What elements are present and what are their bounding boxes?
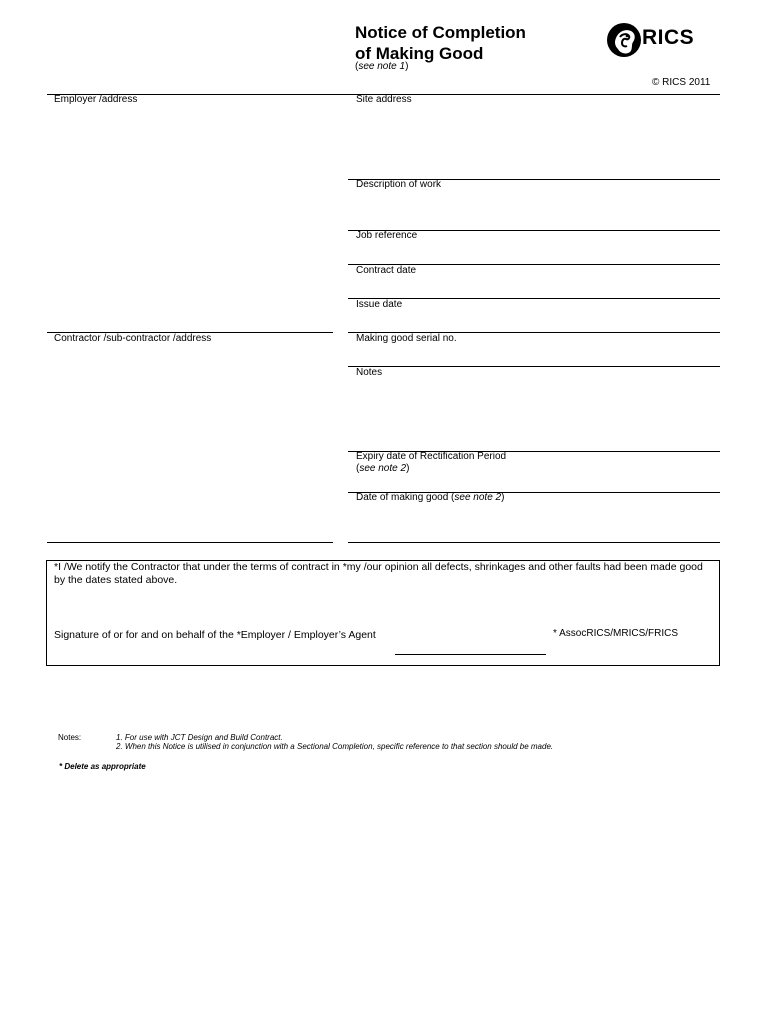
signature-line [395, 654, 546, 655]
site-address-label: Site address [356, 94, 412, 105]
making-good-serial-label: Making good serial no. [356, 333, 457, 344]
divider-issue-date [348, 298, 720, 299]
divider-right-bottom [348, 542, 720, 543]
page-title [355, 22, 526, 64]
copyright: © RICS 2011 [652, 77, 711, 88]
description-of-work-label: Description of work [356, 179, 442, 190]
notes-label: Notes [356, 367, 383, 378]
signature-label: Signature of or for and on behalf of the *Employer / Employer’s Agent [54, 629, 376, 641]
contract-date-label: Contract date [356, 265, 417, 276]
footer-notes-label: Notes: [58, 733, 82, 742]
rics-logo [606, 20, 718, 60]
rics-wordmark: RICS [642, 26, 695, 49]
rics-lion-icon [606, 20, 642, 60]
date-of-making-good-label: Date of making good (see note 2) [356, 492, 505, 503]
declaration-box [46, 560, 720, 666]
footer-note-1: 1. For use with JCT Design and Build Contract. [116, 733, 283, 742]
job-reference-label: Job reference [356, 230, 418, 241]
issue-date-label: Issue date [356, 299, 403, 310]
contractor-address-label: Contractor /sub-contractor /address [54, 333, 212, 344]
title-line-2: of Making Good [355, 44, 484, 63]
employer-address-label: Employer /address [54, 94, 138, 105]
divider-left-bottom [47, 542, 333, 543]
title-line-1: Notice of Completion [355, 23, 526, 42]
delete-as-appropriate: * Delete as appropriate [59, 762, 146, 771]
see-note-1: (see note 1) [355, 61, 409, 72]
expiry-date-label: Expiry date of Rectification Period (see note 2) [356, 451, 507, 474]
footer-note-2: 2. When this Notice is utilised in conjunction with a Sectional Completion, specific reference to that section should be made. [116, 742, 554, 751]
qualifications-label: * AssocRICS/MRICS/FRICS [553, 628, 679, 639]
declaration-text: *I /We notify the Contractor that under the terms of contract in *my /our opinion all defects, shrinkages and other faults had been made good by the dates stated above. [54, 561, 703, 586]
divider-notes [348, 366, 720, 367]
